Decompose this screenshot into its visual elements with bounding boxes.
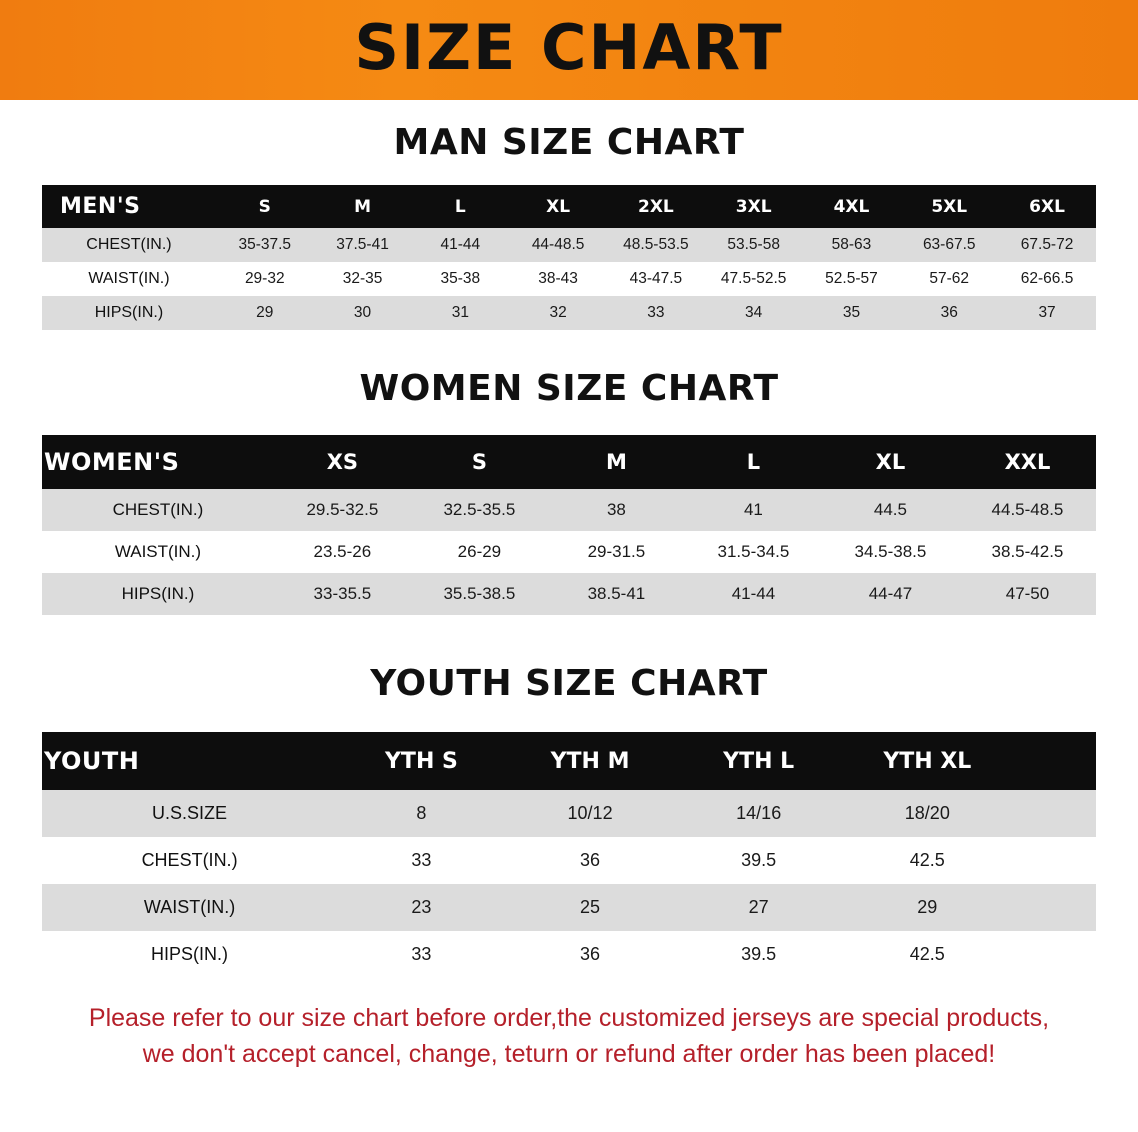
youth-size-header: YTH L	[674, 732, 843, 790]
youth-cell: 33	[337, 931, 506, 978]
men-size-header: L	[411, 185, 509, 228]
table-row	[42, 884, 1096, 931]
men-cell: 32-35	[314, 262, 412, 296]
men-cell: 43-47.5	[607, 262, 705, 296]
men-row-label: CHEST(IN.)	[42, 228, 216, 262]
men-cell: 67.5-72	[998, 228, 1096, 262]
women-cell: 32.5-35.5	[411, 489, 548, 531]
men-size-header: 6XL	[998, 185, 1096, 228]
men-cell: 34	[705, 296, 803, 330]
table-row	[42, 262, 1096, 296]
youth-cell-spacer	[1012, 884, 1096, 931]
men-cell: 35-38	[411, 262, 509, 296]
youth-cell: 29	[843, 884, 1012, 931]
men-cell: 37.5-41	[314, 228, 412, 262]
women-cell: 38.5-41	[548, 573, 685, 615]
men-cell: 62-66.5	[998, 262, 1096, 296]
youth-cell: 8	[337, 790, 506, 837]
women-size-header: M	[548, 435, 685, 489]
women-cell: 31.5-34.5	[685, 531, 822, 573]
men-cell: 29-32	[216, 262, 314, 296]
youth-cell: 25	[506, 884, 675, 931]
table-header-row	[42, 435, 1096, 489]
table-header-row	[42, 185, 1096, 228]
men-cell: 36	[900, 296, 998, 330]
women-size-header: XS	[274, 435, 411, 489]
table-row	[42, 228, 1096, 262]
men-cell: 37	[998, 296, 1096, 330]
women-cell: 44.5-48.5	[959, 489, 1096, 531]
men-cell: 53.5-58	[705, 228, 803, 262]
women-section-title: WOMEN SIZE CHART	[359, 368, 779, 409]
men-cell: 31	[411, 296, 509, 330]
table-header-row	[42, 732, 1096, 790]
women-row-label: CHEST(IN.)	[42, 489, 274, 531]
men-size-header: XL	[509, 185, 607, 228]
youth-row-label: U.S.SIZE	[42, 790, 337, 837]
table-row	[42, 931, 1096, 978]
youth-cell: 27	[674, 884, 843, 931]
women-row-label: HIPS(IN.)	[42, 573, 274, 615]
youth-corner-label: YOUTH	[42, 732, 337, 790]
order-policy-note-line1: Please refer to our size chart before order,the customized jerseys are special products,	[88, 1004, 1050, 1032]
youth-cell: 14/16	[674, 790, 843, 837]
women-cell: 41-44	[685, 573, 822, 615]
men-size-table-wrapper	[42, 185, 1096, 330]
women-corner-label: WOMEN'S	[42, 435, 274, 489]
table-row	[42, 790, 1096, 837]
youth-row-label: CHEST(IN.)	[42, 837, 337, 884]
men-size-header: 5XL	[900, 185, 998, 228]
men-cell: 44-48.5	[509, 228, 607, 262]
order-policy-note	[38, 1000, 1100, 1073]
table-row	[42, 296, 1096, 330]
women-size-table-wrapper	[42, 435, 1096, 615]
men-cell: 58-63	[803, 228, 901, 262]
women-cell: 41	[685, 489, 822, 531]
women-size-header: XL	[822, 435, 959, 489]
women-size-header: L	[685, 435, 822, 489]
men-cell: 57-62	[900, 262, 998, 296]
youth-section-title: YOUTH SIZE CHART	[370, 663, 768, 704]
youth-cell-spacer	[1012, 931, 1096, 978]
men-cell: 47.5-52.5	[705, 262, 803, 296]
women-cell: 29.5-32.5	[274, 489, 411, 531]
women-cell: 33-35.5	[274, 573, 411, 615]
men-cell: 38-43	[509, 262, 607, 296]
women-row-label: WAIST(IN.)	[42, 531, 274, 573]
men-corner-label: MEN'S	[42, 185, 216, 228]
youth-row-label: WAIST(IN.)	[42, 884, 337, 931]
youth-cell: 10/12	[506, 790, 675, 837]
youth-cell: 39.5	[674, 931, 843, 978]
man-section-title: MAN SIZE CHART	[393, 122, 745, 163]
youth-cell: 23	[337, 884, 506, 931]
table-row	[42, 531, 1096, 573]
page-title: SIZE CHART	[354, 11, 784, 84]
men-size-table	[42, 185, 1096, 330]
youth-header-spacer	[1012, 732, 1096, 790]
youth-cell: 42.5	[843, 931, 1012, 978]
youth-cell: 33	[337, 837, 506, 884]
youth-size-table	[42, 732, 1096, 978]
women-cell: 26-29	[411, 531, 548, 573]
table-row	[42, 573, 1096, 615]
men-size-header: 3XL	[705, 185, 803, 228]
youth-size-header: YTH XL	[843, 732, 1012, 790]
men-cell: 48.5-53.5	[607, 228, 705, 262]
men-size-header: 4XL	[803, 185, 901, 228]
men-size-header: S	[216, 185, 314, 228]
order-policy-note-line2: we don't accept cancel, change, teturn or refund after order has been placed!	[142, 1040, 996, 1069]
women-cell: 34.5-38.5	[822, 531, 959, 573]
women-cell: 38.5-42.5	[959, 531, 1096, 573]
women-cell: 44.5	[822, 489, 959, 531]
men-cell: 35-37.5	[216, 228, 314, 262]
women-size-header: S	[411, 435, 548, 489]
men-cell: 41-44	[411, 228, 509, 262]
men-size-header: M	[314, 185, 412, 228]
women-cell: 29-31.5	[548, 531, 685, 573]
women-cell: 47-50	[959, 573, 1096, 615]
men-cell: 35	[803, 296, 901, 330]
women-cell: 35.5-38.5	[411, 573, 548, 615]
youth-size-table-wrapper	[42, 732, 1096, 978]
men-cell: 32	[509, 296, 607, 330]
men-row-label: WAIST(IN.)	[42, 262, 216, 296]
youth-cell: 42.5	[843, 837, 1012, 884]
women-size-header: XXL	[959, 435, 1096, 489]
men-cell: 63-67.5	[900, 228, 998, 262]
youth-cell-spacer	[1012, 790, 1096, 837]
youth-cell: 36	[506, 931, 675, 978]
table-row	[42, 837, 1096, 884]
youth-size-header: YTH S	[337, 732, 506, 790]
men-size-header: 2XL	[607, 185, 705, 228]
youth-cell: 39.5	[674, 837, 843, 884]
youth-row-label: HIPS(IN.)	[42, 931, 337, 978]
women-cell: 38	[548, 489, 685, 531]
women-cell: 23.5-26	[274, 531, 411, 573]
men-row-label: HIPS(IN.)	[42, 296, 216, 330]
youth-cell: 18/20	[843, 790, 1012, 837]
men-cell: 33	[607, 296, 705, 330]
size-chart-banner	[0, 0, 1138, 100]
youth-size-header: YTH M	[506, 732, 675, 790]
women-size-table	[42, 435, 1096, 615]
men-cell: 30	[314, 296, 412, 330]
women-cell: 44-47	[822, 573, 959, 615]
table-row	[42, 489, 1096, 531]
men-cell: 52.5-57	[803, 262, 901, 296]
youth-cell-spacer	[1012, 837, 1096, 884]
youth-cell: 36	[506, 837, 675, 884]
men-cell: 29	[216, 296, 314, 330]
